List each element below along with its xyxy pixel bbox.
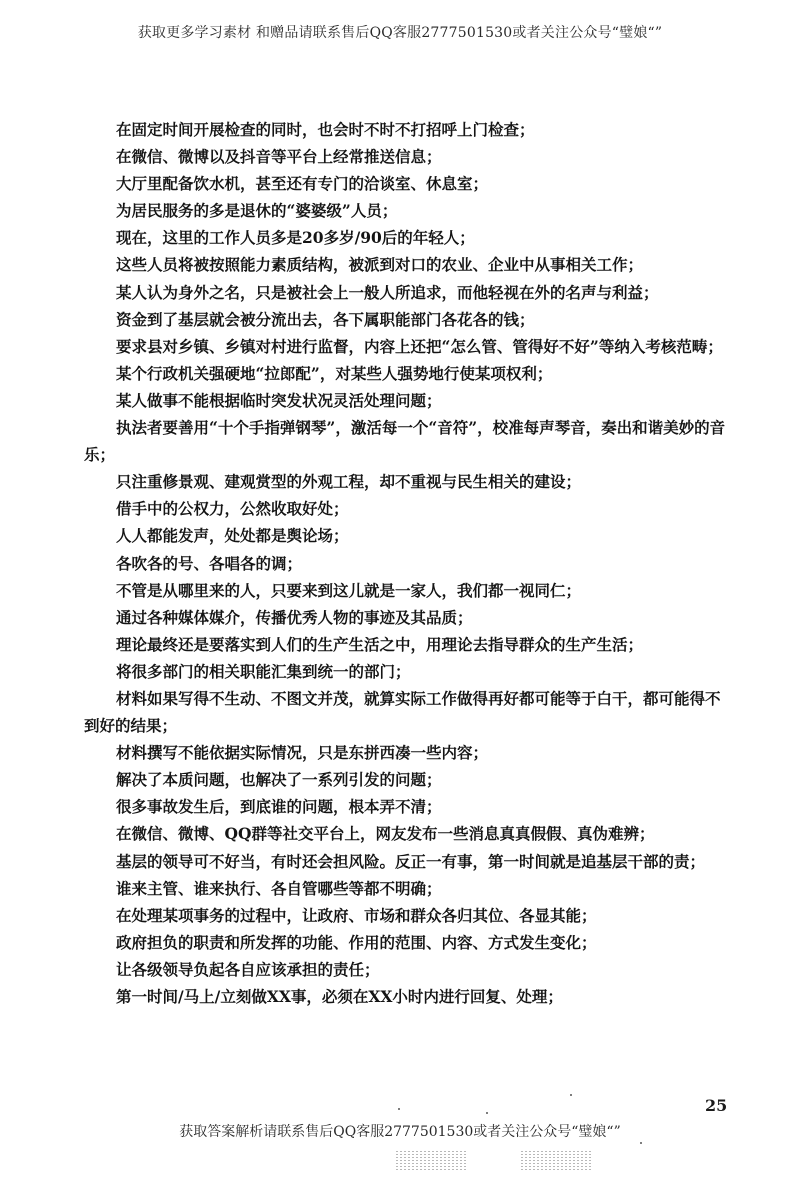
list-item: 要求县对乡镇、乡镇对村进行监督，内容上还把“怎么管、管得好不好”等纳入考核范畴； (116, 336, 723, 356)
list-item: 解决了本质问题，也解决了一系列引发的问题； (116, 770, 442, 790)
phrase-list (84, 116, 732, 1010)
scan-speck (570, 1094, 572, 1096)
scan-speck (398, 1108, 400, 1110)
header-promo-note: 获取更多学习素材 和赠品请联系售后QQ客服2777501530或者关注公众号“璧娘“” (137, 25, 663, 41)
list-item: 各吹各的号、各唱各的调； (116, 553, 303, 573)
scan-speck (640, 1142, 642, 1144)
list-item: 理论最终还是要落实到人们的生产生活之中，用理论去指导群众的生产生活； (116, 634, 644, 654)
list-item: 在微信、微博以及抖音等平台上经常推送信息； (116, 147, 442, 167)
list-item: 材料如果写得不生动、不图文并茂，就算实际工作做得再好都可能等于白干，都可能得不到好的结果； (84, 688, 721, 736)
list-item: 材料撰写不能依据实际情况，只是东拼西凑一些内容； (116, 743, 489, 763)
scan-noise-mark (395, 1150, 467, 1172)
list-item: 不管是从哪里来的人，只要来到这儿就是一家人，我们都一视同仁； (116, 580, 582, 600)
list-item: 为居民服务的多是退休的“婆婆级”人员； (116, 201, 398, 221)
list-item: 通过各种媒体媒介，传播优秀人物的事迹及其品质； (116, 607, 473, 627)
list-item: 很多事故发生后，到底谁的问题，根本弄不清； (116, 797, 442, 817)
list-item: 执法者要善用“十个手指弹钢琴”，激活每一个“音符”，校准每声琴音，奏出和谐美妙的音乐； (84, 418, 726, 465)
list-item: 将很多部门的相关职能汇集到统一的部门； (116, 661, 411, 681)
footer-promo-note: 获取答案解析请联系售后QQ客服2777501530或者关注公众号“璧娘“” (179, 1124, 621, 1140)
list-item: 借手中的公权力，公然收取好处； (116, 499, 349, 519)
list-item: 某人做事不能根据临时突发状况灵活处理问题； (116, 390, 442, 410)
list-item: 谁来主管、谁来执行、各自管哪些等都不明确； (116, 878, 442, 898)
scan-speck (486, 1112, 488, 1114)
list-item: 只注重修景观、建观赏型的外观工程，却不重视与民生相关的建设； (116, 472, 582, 492)
list-item: 在固定时间开展检查的同时，也会时不时不打招呼上门检查； (116, 120, 535, 139)
page-number: 25 (705, 1096, 728, 1115)
list-item: 人人都能发声，处处都是舆论场； (116, 526, 349, 546)
list-item: 资金到了基层就会被分流出去，各下属职能部门各花各的钱； (116, 309, 535, 329)
list-item: 让各级领导负起各自应该承担的责任； (116, 959, 380, 979)
list-item: 第一时间/马上/立刻做XX事，必须在XX小时内进行回复、处理； (116, 987, 563, 1006)
list-item: 政府担负的职责和所发挥的功能、作用的范围、内容、方式发生变化； (116, 932, 597, 952)
list-item: 大厅里配备饮水机，甚至还有专门的洽谈室、休息室； (116, 174, 489, 194)
list-item: 基层的领导可不好当，有时还会担风险。反正一有事，第一时间就是追基层干部的责； (116, 851, 706, 871)
list-item: 某个行政机关强硬地“拉郎配”，对某些人强势地行使某项权利； (116, 363, 553, 383)
list-item: 某人认为身外之名，只是被社会上一般人所追求，而他轻视在外的名声与利益； (116, 282, 659, 302)
scan-noise-mark (520, 1150, 592, 1172)
list-item: 在处理某项事务的过程中，让政府、市场和群众各归其位、各显其能； (116, 905, 597, 925)
list-item: 在微信、微博、QQ群等社交平台上，网友发布一些消息真真假假、真伪难辨； (116, 824, 655, 844)
list-item: 这些人员将被按照能力素质结构，被派到对口的农业、企业中从事相关工作； (116, 255, 644, 275)
list-item: 现在，这里的工作人员多是20多岁/90后的年轻人； (116, 228, 475, 248)
